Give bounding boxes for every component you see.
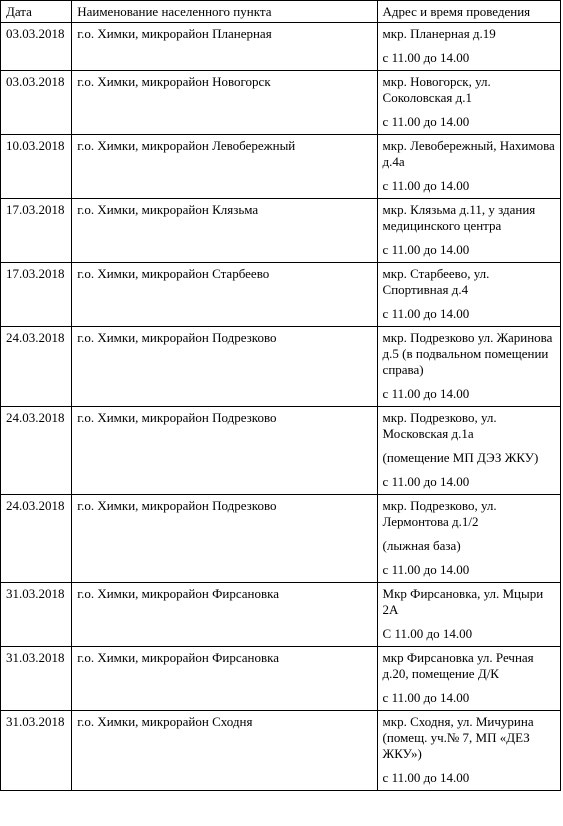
header-date: Дата bbox=[1, 1, 72, 23]
header-place: Наименование населенного пункта bbox=[72, 1, 377, 23]
address-line: с 11.00 до 14.00 bbox=[382, 474, 470, 489]
cell-date: 31.03.2018 bbox=[1, 711, 72, 791]
cell-address bbox=[377, 135, 560, 199]
cell-place: г.о. Химки, микрорайон Подрезково bbox=[72, 327, 377, 407]
cell-address bbox=[377, 23, 560, 71]
cell-place: г.о. Химки, микрорайон Клязьма bbox=[72, 199, 377, 263]
table-row bbox=[1, 71, 561, 135]
address-line: мкр. Новогорск, ул. Соколовская д.1 bbox=[382, 74, 491, 105]
cell-address bbox=[377, 199, 560, 263]
table-body bbox=[1, 23, 561, 791]
header-row bbox=[1, 1, 561, 23]
table-row bbox=[1, 23, 561, 71]
table-row bbox=[1, 199, 561, 263]
address-line: с 11.00 до 14.00 bbox=[382, 114, 470, 129]
cell-date: 31.03.2018 bbox=[1, 583, 72, 647]
table-row bbox=[1, 327, 561, 407]
address-line: с 11.00 до 14.00 bbox=[382, 50, 470, 65]
table-row bbox=[1, 495, 561, 583]
cell-date: 17.03.2018 bbox=[1, 199, 72, 263]
address-line: мкр. Планерная д.19 bbox=[382, 26, 496, 41]
address-line: С 11.00 до 14.00 bbox=[382, 626, 473, 641]
table-row bbox=[1, 583, 561, 647]
cell-place: г.о. Химки, микрорайон Левобережный bbox=[72, 135, 377, 199]
address-line: мкр. Подрезково, ул. Московская д.1а bbox=[382, 410, 497, 441]
address-line: мкр. Сходня, ул. Мичурина (помещ. уч.№ 7, МП «ДЕЗ ЖКУ») bbox=[382, 714, 534, 761]
address-line: мкр. Подрезково, ул. Лермонтова д.1/2 bbox=[382, 498, 497, 529]
cell-date: 03.03.2018 bbox=[1, 23, 72, 71]
cell-place: г.о. Химки, микрорайон Старбеево bbox=[72, 263, 377, 327]
address-line: (лыжная база) bbox=[382, 538, 461, 553]
cell-address bbox=[377, 71, 560, 135]
table-row bbox=[1, 263, 561, 327]
cell-place: г.о. Химки, микрорайон Подрезково bbox=[72, 495, 377, 583]
address-line: мкр. Подрезково ул. Жаринова д.5 (в подвальном помещении справа) bbox=[382, 330, 553, 377]
table-row bbox=[1, 407, 561, 495]
address-line: с 11.00 до 14.00 bbox=[382, 306, 470, 321]
cell-date: 17.03.2018 bbox=[1, 263, 72, 327]
cell-place: г.о. Химки, микрорайон Сходня bbox=[72, 711, 377, 791]
table-row bbox=[1, 135, 561, 199]
address-line: мкр. Левобережный, Нахимова д.4а bbox=[382, 138, 555, 169]
cell-address bbox=[377, 407, 560, 495]
cell-place: г.о. Химки, микрорайон Планерная bbox=[72, 23, 377, 71]
cell-address bbox=[377, 495, 560, 583]
table-row bbox=[1, 647, 561, 711]
header-address: Адрес и время проведения bbox=[377, 1, 560, 23]
cell-address bbox=[377, 583, 560, 647]
cell-date: 24.03.2018 bbox=[1, 327, 72, 407]
address-line: с 11.00 до 14.00 bbox=[382, 242, 470, 257]
address-line: мкр. Старбеево, ул. Спортивная д.4 bbox=[382, 266, 490, 297]
table-row bbox=[1, 711, 561, 791]
cell-date: 10.03.2018 bbox=[1, 135, 72, 199]
address-line: мкр. Клязьма д.11, у здания медицинского центра bbox=[382, 202, 536, 233]
address-line: мкр Фирсановка ул. Речная д.20, помещение Д/К bbox=[382, 650, 534, 681]
cell-date: 24.03.2018 bbox=[1, 407, 72, 495]
address-line: с 11.00 до 14.00 bbox=[382, 386, 470, 401]
address-line: с 11.00 до 14.00 bbox=[382, 178, 470, 193]
cell-address bbox=[377, 263, 560, 327]
address-line: с 11.00 до 14.00 bbox=[382, 562, 470, 577]
cell-address bbox=[377, 647, 560, 711]
address-line: Мкр Фирсановка, ул. Мцыри 2А bbox=[382, 586, 544, 617]
address-line: (помещение МП ДЭЗ ЖКУ) bbox=[382, 450, 539, 465]
cell-place: г.о. Химки, микрорайон Подрезково bbox=[72, 407, 377, 495]
cell-date: 31.03.2018 bbox=[1, 647, 72, 711]
cell-address bbox=[377, 327, 560, 407]
cell-place: г.о. Химки, микрорайон Фирсановка bbox=[72, 647, 377, 711]
cell-place: г.о. Химки, микрорайон Фирсановка bbox=[72, 583, 377, 647]
address-line: с 11.00 до 14.00 bbox=[382, 690, 470, 705]
cell-date: 24.03.2018 bbox=[1, 495, 72, 583]
cell-address bbox=[377, 711, 560, 791]
cell-place: г.о. Химки, микрорайон Новогорск bbox=[72, 71, 377, 135]
address-line: с 11.00 до 14.00 bbox=[382, 770, 470, 785]
cell-date: 03.03.2018 bbox=[1, 71, 72, 135]
